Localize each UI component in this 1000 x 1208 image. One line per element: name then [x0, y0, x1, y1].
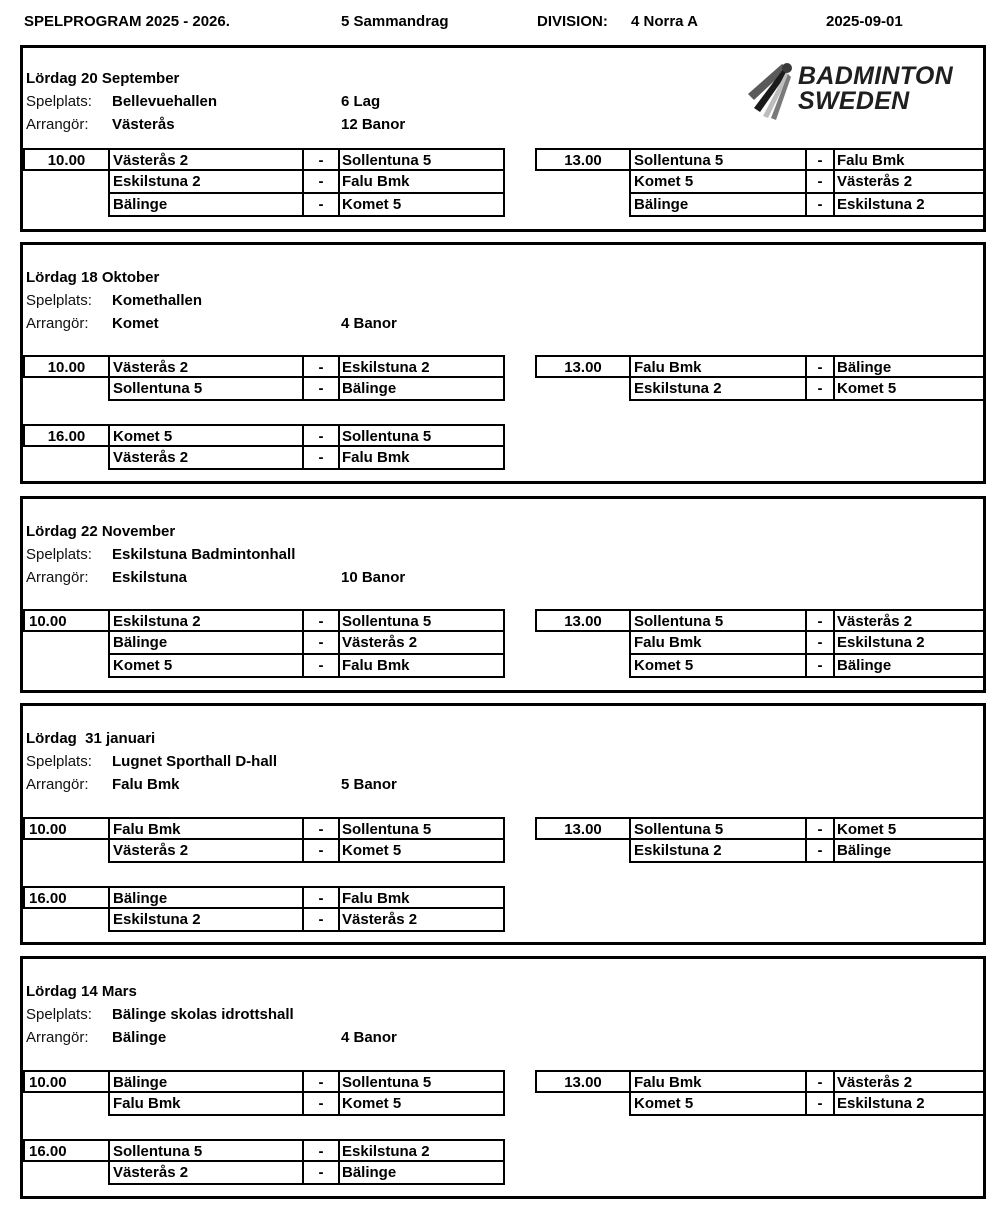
- home-team: Bälinge: [108, 632, 304, 655]
- away-team: Sollentuna 5: [338, 424, 505, 447]
- away-team: Bälinge: [338, 378, 505, 401]
- away-team: Falu Bmk: [338, 886, 505, 909]
- courts-count: 10 Banor: [341, 569, 406, 586]
- home-team: Västerås 2: [108, 1162, 304, 1185]
- home-team: Västerås 2: [108, 447, 304, 470]
- venue-value: Lugnet Sporthall D-hall: [112, 753, 277, 770]
- organizer-label: Arrangör:: [26, 569, 89, 586]
- vs-dash: -: [805, 817, 835, 840]
- logo-wordmark: [798, 64, 953, 114]
- away-team: Eskilstuna 2: [338, 355, 505, 378]
- home-team: Falu Bmk: [629, 632, 807, 655]
- home-team: Västerås 2: [108, 840, 304, 863]
- vs-dash: -: [805, 609, 835, 632]
- division-label: DIVISION:: [537, 13, 608, 30]
- vs-dash: -: [302, 355, 340, 378]
- away-team: Eskilstuna 2: [833, 632, 986, 655]
- away-team: Eskilstuna 2: [338, 1139, 505, 1162]
- home-team: Eskilstuna 2: [108, 609, 304, 632]
- away-team: Sollentuna 5: [338, 1070, 505, 1093]
- round-info: [26, 520, 295, 589]
- home-team: Sollentuna 5: [108, 378, 304, 401]
- round-date: Lördag 20 September: [26, 70, 180, 87]
- vs-dash: -: [805, 148, 835, 171]
- vs-dash: -: [805, 355, 835, 378]
- vs-dash: -: [302, 1139, 340, 1162]
- home-team: Västerås 2: [108, 148, 304, 171]
- away-team: Komet 5: [338, 840, 505, 863]
- logo-line-1: BADMINTON: [798, 62, 954, 90]
- venue-label: Spelplats:: [26, 93, 92, 110]
- courts-count: 4 Banor: [341, 1029, 397, 1046]
- match-time: 13.00: [535, 1070, 631, 1093]
- vs-dash: -: [302, 817, 340, 840]
- round-date: Lördag 22 November: [26, 523, 176, 540]
- venue-label: Spelplats:: [26, 292, 92, 309]
- home-team: Komet 5: [629, 171, 807, 194]
- away-team: Västerås 2: [338, 909, 505, 932]
- home-team: Komet 5: [108, 424, 304, 447]
- vs-dash: -: [805, 1093, 835, 1116]
- home-team: Komet 5: [629, 655, 807, 678]
- program-title: SPELPROGRAM 2025 - 2026.: [24, 13, 230, 30]
- away-team: Eskilstuna 2: [833, 1093, 986, 1116]
- home-team: Eskilstuna 2: [629, 378, 807, 401]
- away-team: Komet 5: [833, 378, 986, 401]
- round-section-4: [20, 703, 986, 945]
- vs-dash: -: [805, 655, 835, 678]
- venue-value: Bellevuehallen: [112, 93, 218, 110]
- away-team: Bälinge: [833, 655, 986, 678]
- home-team: Falu Bmk: [108, 817, 304, 840]
- venue-label: Spelplats:: [26, 753, 92, 770]
- vs-dash: -: [805, 171, 835, 194]
- vs-dash: -: [302, 171, 340, 194]
- round-section-5: [20, 956, 986, 1199]
- home-team: Komet 5: [108, 655, 304, 678]
- venue-label: Spelplats:: [26, 546, 92, 563]
- round-date: Lördag 14 Mars: [26, 983, 137, 1000]
- vs-dash: -: [302, 655, 340, 678]
- match-time: 16.00: [23, 424, 110, 447]
- organizer-label: Arrangör:: [26, 1029, 89, 1046]
- away-team: Bälinge: [833, 355, 986, 378]
- vs-dash: -: [302, 909, 340, 932]
- away-team: Komet 5: [833, 817, 986, 840]
- rounds-count: 5 Sammandrag: [341, 13, 449, 30]
- home-team: Falu Bmk: [108, 1093, 304, 1116]
- away-team: Falu Bmk: [833, 148, 986, 171]
- home-team: Bälinge: [629, 194, 807, 217]
- shuttlecock-icon: [738, 60, 798, 122]
- match-time: 16.00: [23, 1139, 110, 1162]
- vs-dash: -: [805, 840, 835, 863]
- match-time: 13.00: [535, 609, 631, 632]
- away-team: Sollentuna 5: [338, 817, 505, 840]
- vs-dash: -: [302, 148, 340, 171]
- courts-count: 12 Banor: [341, 116, 406, 133]
- teams-count: 6 Lag: [341, 93, 381, 110]
- match-time: 13.00: [535, 148, 631, 171]
- match-time: 10.00: [23, 817, 110, 840]
- home-team: Bälinge: [108, 194, 304, 217]
- match-time: 16.00: [23, 886, 110, 909]
- vs-dash: -: [805, 632, 835, 655]
- away-team: Västerås 2: [833, 171, 986, 194]
- round-info: [26, 727, 277, 796]
- vs-dash: -: [302, 886, 340, 909]
- vs-dash: -: [302, 447, 340, 470]
- home-team: Västerås 2: [108, 355, 304, 378]
- away-team: Falu Bmk: [338, 171, 505, 194]
- away-team: Sollentuna 5: [338, 609, 505, 632]
- match-time: 10.00: [23, 355, 110, 378]
- home-team: Komet 5: [629, 1093, 807, 1116]
- vs-dash: -: [805, 378, 835, 401]
- away-team: Västerås 2: [338, 632, 505, 655]
- home-team: Bälinge: [108, 1070, 304, 1093]
- vs-dash: -: [805, 194, 835, 217]
- round-section-1: [20, 45, 986, 232]
- round-date: Lördag 18 Oktober: [26, 269, 160, 286]
- away-team: Komet 5: [338, 194, 505, 217]
- vs-dash: -: [302, 424, 340, 447]
- organizer-label: Arrangör:: [26, 315, 89, 332]
- home-team: Bälinge: [108, 886, 304, 909]
- courts-count: 5 Banor: [341, 776, 397, 793]
- match-time: 13.00: [535, 355, 631, 378]
- round-info: [26, 67, 217, 136]
- away-team: Bälinge: [833, 840, 986, 863]
- home-team: Sollentuna 5: [629, 817, 807, 840]
- home-team: Falu Bmk: [629, 1070, 807, 1093]
- organizer-label: Arrangör:: [26, 776, 89, 793]
- organizer-value: Bälinge: [112, 1029, 167, 1046]
- badminton-sweden-logo: [738, 60, 968, 122]
- home-team: Sollentuna 5: [629, 609, 807, 632]
- round-date: Lördag 31 januari: [26, 730, 156, 747]
- venue-value: Eskilstuna Badmintonhall: [112, 546, 296, 563]
- round-info: [26, 980, 294, 1049]
- away-team: Västerås 2: [833, 1070, 986, 1093]
- vs-dash: -: [302, 632, 340, 655]
- away-team: Falu Bmk: [338, 655, 505, 678]
- document-date: 2025-09-01: [826, 13, 903, 30]
- home-team: Falu Bmk: [629, 355, 807, 378]
- away-team: Eskilstuna 2: [833, 194, 986, 217]
- round-info: [26, 266, 202, 335]
- vs-dash: -: [805, 1070, 835, 1093]
- home-team: Eskilstuna 2: [629, 840, 807, 863]
- vs-dash: -: [302, 1093, 340, 1116]
- home-team: Sollentuna 5: [629, 148, 807, 171]
- match-time: 10.00: [23, 148, 110, 171]
- away-team: Sollentuna 5: [338, 148, 505, 171]
- organizer-value: Västerås: [112, 116, 175, 133]
- organizer-label: Arrangör:: [26, 116, 89, 133]
- round-section-3: [20, 496, 986, 693]
- match-time: 13.00: [535, 817, 631, 840]
- away-team: Bälinge: [338, 1162, 505, 1185]
- home-team: Eskilstuna 2: [108, 171, 304, 194]
- vs-dash: -: [302, 840, 340, 863]
- division-value: 4 Norra A: [631, 13, 698, 30]
- match-time: 10.00: [23, 1070, 110, 1093]
- away-team: Västerås 2: [833, 609, 986, 632]
- away-team: Falu Bmk: [338, 447, 505, 470]
- vs-dash: -: [302, 1070, 340, 1093]
- away-team: Komet 5: [338, 1093, 505, 1116]
- document-header: [0, 0, 1000, 44]
- home-team: Eskilstuna 2: [108, 909, 304, 932]
- organizer-value: Falu Bmk: [112, 776, 180, 793]
- organizer-value: Komet: [112, 315, 159, 332]
- match-time: 10.00: [23, 609, 110, 632]
- venue-value: Bälinge skolas idrottshall: [112, 1006, 294, 1023]
- vs-dash: -: [302, 1162, 340, 1185]
- logo-line-2: SWEDEN: [798, 87, 910, 115]
- vs-dash: -: [302, 194, 340, 217]
- venue-value: Komethallen: [112, 292, 203, 309]
- venue-label: Spelplats:: [26, 1006, 92, 1023]
- round-section-2: [20, 242, 986, 484]
- organizer-value: Eskilstuna: [112, 569, 188, 586]
- vs-dash: -: [302, 609, 340, 632]
- courts-count: 4 Banor: [341, 315, 397, 332]
- vs-dash: -: [302, 378, 340, 401]
- home-team: Sollentuna 5: [108, 1139, 304, 1162]
